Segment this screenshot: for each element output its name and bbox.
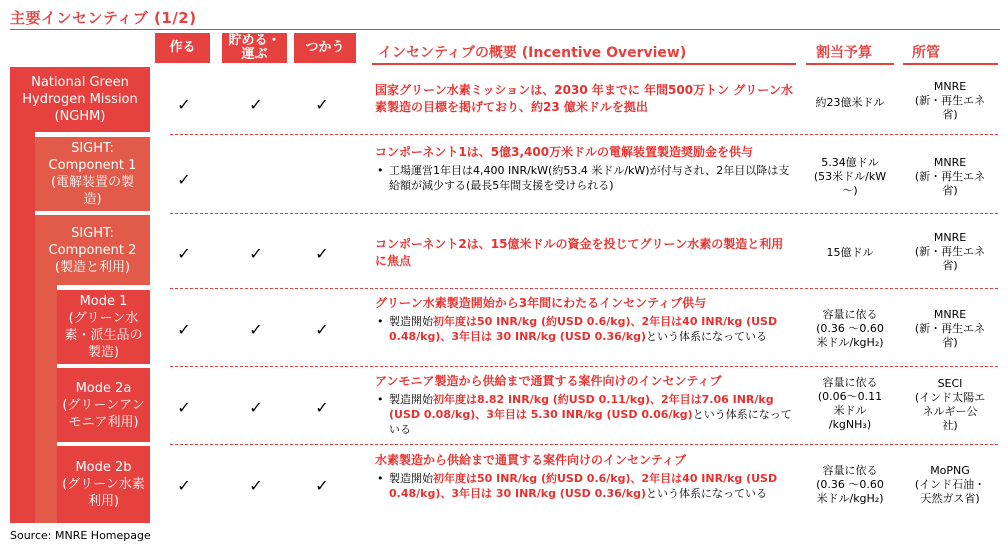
bullet-suffix: という体系になっている bbox=[646, 487, 768, 500]
row-label-sight-component-2 bbox=[35, 215, 150, 285]
source-note: Source: MNRE Homepage bbox=[10, 529, 151, 542]
overview-bullet bbox=[389, 314, 795, 344]
row-label-sight-component-1 bbox=[35, 137, 150, 211]
owner-line: (インド石油・ bbox=[914, 478, 986, 491]
row-label-text: 利用) bbox=[87, 494, 120, 509]
owner-line: 天然ガス省) bbox=[920, 492, 980, 505]
check-make: ✓ bbox=[177, 398, 191, 417]
owner-line: MNRE bbox=[933, 231, 967, 244]
row-label-text: Mode 2a bbox=[75, 380, 132, 396]
overview-sight-component-2 bbox=[375, 236, 795, 270]
budget-line: 約23億米ドル bbox=[815, 96, 885, 109]
header-store bbox=[222, 33, 287, 63]
check-make: ✓ bbox=[177, 244, 191, 263]
budget-line: 容量に依る bbox=[822, 376, 878, 389]
owner-line: SECI bbox=[937, 377, 963, 390]
check-use: ✓ bbox=[315, 244, 329, 263]
header-overview-underline bbox=[372, 63, 796, 65]
row-separator bbox=[170, 444, 998, 445]
row-label-text: Hydrogen Mission bbox=[22, 92, 138, 107]
check-store: ✓ bbox=[249, 398, 263, 417]
budget-line: 米ドル/kgH₂) bbox=[816, 492, 884, 505]
row-label-text: National Green bbox=[31, 75, 129, 90]
row-label-text: 造) bbox=[83, 192, 102, 207]
row-label-mode-2a bbox=[57, 368, 150, 442]
row-label-text: Component 2 bbox=[48, 242, 137, 258]
owner-line: 省) bbox=[942, 184, 958, 197]
overview-heading: コンポーネント2は、15億米ドルの資金を投じてグリーン水素の製造と利用に焦点 bbox=[375, 237, 784, 268]
budget-line: /kgNH₃) bbox=[828, 418, 872, 431]
hierarchy-strip-level1 bbox=[10, 67, 35, 523]
row-label-text: SIGHT: bbox=[71, 225, 114, 241]
budget-nghm bbox=[806, 96, 894, 110]
owner-line: MNRE bbox=[933, 308, 967, 321]
owner-line: (新・再生エネ bbox=[914, 94, 986, 107]
row-separator bbox=[170, 366, 998, 367]
row-label-text: (NGHM) bbox=[54, 109, 106, 124]
header-budget: 割当予算 bbox=[816, 45, 872, 61]
owner-line: (新・再生エネ bbox=[914, 170, 986, 183]
overview-heading: アンモニア製造から供給まで通貫する案件向けのインセンティブ bbox=[375, 374, 722, 388]
overview-bullet: • 工場運営1年目は4,400 INR/kW(約53.4 米ドル/kW)が付与され、2年目以降は支給額が減少する(最長5年間支援を受けられる) bbox=[389, 163, 795, 193]
overview-mode-1 bbox=[375, 295, 795, 344]
row-label-text: (電解装置の製 bbox=[50, 175, 135, 190]
page-title: 主要インセンティブ (1/2) bbox=[10, 9, 197, 27]
row-label-text: (グリーンアン bbox=[62, 397, 145, 413]
budget-mode-1 bbox=[806, 308, 894, 350]
row-label-mode-1 bbox=[57, 290, 150, 364]
owner-line: (インド太陽エ bbox=[914, 391, 986, 404]
overview-bullet bbox=[389, 471, 795, 501]
budget-mode-2b bbox=[806, 464, 894, 506]
budget-line: 米ドル/kgH₂) bbox=[816, 336, 884, 349]
header-store-label-2: 運ぶ bbox=[241, 47, 268, 62]
overview-sight-component-1 bbox=[375, 144, 795, 193]
owner-line: 省) bbox=[942, 336, 958, 349]
owner-line: ネルギー公 bbox=[922, 405, 978, 418]
overview-heading: 国家グリーン水素ミッションは、2030 年までに 年間500万トン グリーン水素製造の目標を掲げており、約23 億米ドルを拠出 bbox=[375, 83, 794, 114]
overview-mode-2b bbox=[375, 452, 795, 501]
owner-line: (新・再生エネ bbox=[914, 322, 986, 335]
row-label-text: モニア利用) bbox=[68, 414, 139, 430]
budget-sight-component-2 bbox=[806, 246, 894, 260]
budget-line: 容量に依る bbox=[822, 464, 878, 477]
check-use: ✓ bbox=[315, 320, 329, 339]
row-label-text: (製造と利用) bbox=[54, 259, 131, 275]
bullet-suffix: という体系になっている bbox=[389, 408, 792, 436]
owner-line: MNRE bbox=[933, 156, 967, 169]
budget-line: (53米ドル/kW bbox=[813, 170, 887, 183]
row-label-nghm bbox=[10, 67, 150, 132]
budget-line: (0.36 ～0.60 bbox=[816, 322, 884, 335]
budget-line: 5.34億ドル bbox=[821, 156, 879, 169]
bullet-highlight: 初年度は8.82 INR/kg (約USD 0.11/kg)、2年目は7.06 INR/kg (USD 0.08/kg)、3年目は 5.30 INR/kg (USD 0.06/kg) bbox=[389, 393, 774, 421]
owner-line: 社) bbox=[942, 419, 958, 432]
check-make: ✓ bbox=[177, 476, 191, 495]
header-overview: インセンティブの概要 (Incentive Overview) bbox=[378, 45, 687, 61]
header-owner: 所管 bbox=[912, 45, 940, 61]
overview-heading: グリーン水素製造開始から3年間にわたるインセンティブ供与 bbox=[375, 296, 707, 310]
row-label-text: Component 1 bbox=[48, 158, 137, 173]
overview-bullet bbox=[389, 392, 795, 437]
bullet-highlight: 初年度は50 INR/kg (約USD 0.6/kg)、2年目は40 INR/kg (USD 0.48/kg)、3年目は 30 INR/kg (USD 0.36/kg) bbox=[389, 315, 778, 343]
header-use-label: つかう bbox=[305, 40, 345, 55]
check-make: ✓ bbox=[177, 170, 191, 189]
header-make-label: 作る bbox=[169, 40, 196, 55]
row-label-text: 製造) bbox=[87, 345, 120, 360]
row-separator bbox=[170, 288, 998, 289]
check-use: ✓ bbox=[315, 95, 329, 114]
check-store: ✓ bbox=[249, 95, 263, 114]
row-separator bbox=[170, 134, 998, 135]
check-use: ✓ bbox=[315, 476, 329, 495]
budget-mode-2a bbox=[806, 376, 894, 432]
owner-line: 省) bbox=[942, 259, 958, 272]
header-use bbox=[294, 33, 356, 63]
check-make: ✓ bbox=[177, 95, 191, 114]
row-label-text: 素・派生品の bbox=[64, 328, 143, 343]
header-owner-underline bbox=[903, 63, 998, 65]
check-store: ✓ bbox=[249, 244, 263, 263]
owner-nghm bbox=[900, 80, 1000, 122]
header-store-label-1: 貯める・ bbox=[228, 33, 281, 48]
row-label-mode-2b bbox=[57, 446, 150, 523]
bullet-prefix: 製造開始 bbox=[389, 315, 433, 328]
budget-line: (0.06～0.11 bbox=[817, 390, 883, 403]
overview-heading: 水素製造から供給まで通貫する案件向けのインセンティブ bbox=[375, 453, 687, 467]
owner-line: MoPNG bbox=[930, 464, 970, 477]
row-label-text: Mode 1 bbox=[79, 294, 128, 309]
owner-mode-2b bbox=[900, 464, 1000, 506]
budget-line: (0.36 ～0.60 bbox=[816, 478, 884, 491]
bullet-prefix: 製造開始 bbox=[389, 472, 433, 485]
row-label-text: Mode 2b bbox=[75, 460, 132, 475]
owner-mode-2a bbox=[900, 377, 1000, 433]
row-separator bbox=[170, 213, 998, 214]
owner-sight-component-1 bbox=[900, 156, 1000, 198]
budget-line: 米ドル bbox=[833, 404, 867, 417]
budget-line: ～) bbox=[842, 184, 858, 197]
header-make bbox=[155, 33, 210, 63]
budget-line: 15億ドル bbox=[826, 246, 874, 259]
check-store: ✓ bbox=[249, 476, 263, 495]
overview-heading: コンポーネント1は、5億3,400万米ドルの電解装置製造奨励金を供与 bbox=[375, 145, 754, 159]
bullet-highlight: 初年度は50 INR/kg (約USD 0.6/kg)、2年目は40 INR/kg (USD 0.48/kg)、3年目は 30 INR/kg (USD 0.36/kg) bbox=[389, 472, 778, 500]
owner-sight-component-2 bbox=[900, 231, 1000, 273]
budget-sight-component-1 bbox=[806, 156, 894, 198]
overview-nghm bbox=[375, 82, 795, 116]
owner-mode-1 bbox=[900, 308, 1000, 350]
row-label-text: SIGHT: bbox=[71, 141, 114, 156]
budget-line: 容量に依る bbox=[822, 308, 878, 321]
owner-line: MNRE bbox=[933, 80, 967, 93]
check-make: ✓ bbox=[177, 320, 191, 339]
title-underline bbox=[10, 29, 1000, 30]
check-use: ✓ bbox=[315, 398, 329, 417]
owner-line: (新・再生エネ bbox=[914, 245, 986, 258]
owner-line: 省) bbox=[942, 108, 958, 121]
bullet-suffix: という体系になっている bbox=[646, 330, 768, 343]
bullet-prefix: 製造開始 bbox=[389, 393, 433, 406]
overview-mode-2a bbox=[375, 373, 795, 437]
header-budget-underline bbox=[806, 63, 894, 65]
row-label-text: (グリーン水 bbox=[68, 311, 139, 326]
row-label-text: (グリーン水素 bbox=[62, 477, 145, 492]
check-store: ✓ bbox=[249, 320, 263, 339]
